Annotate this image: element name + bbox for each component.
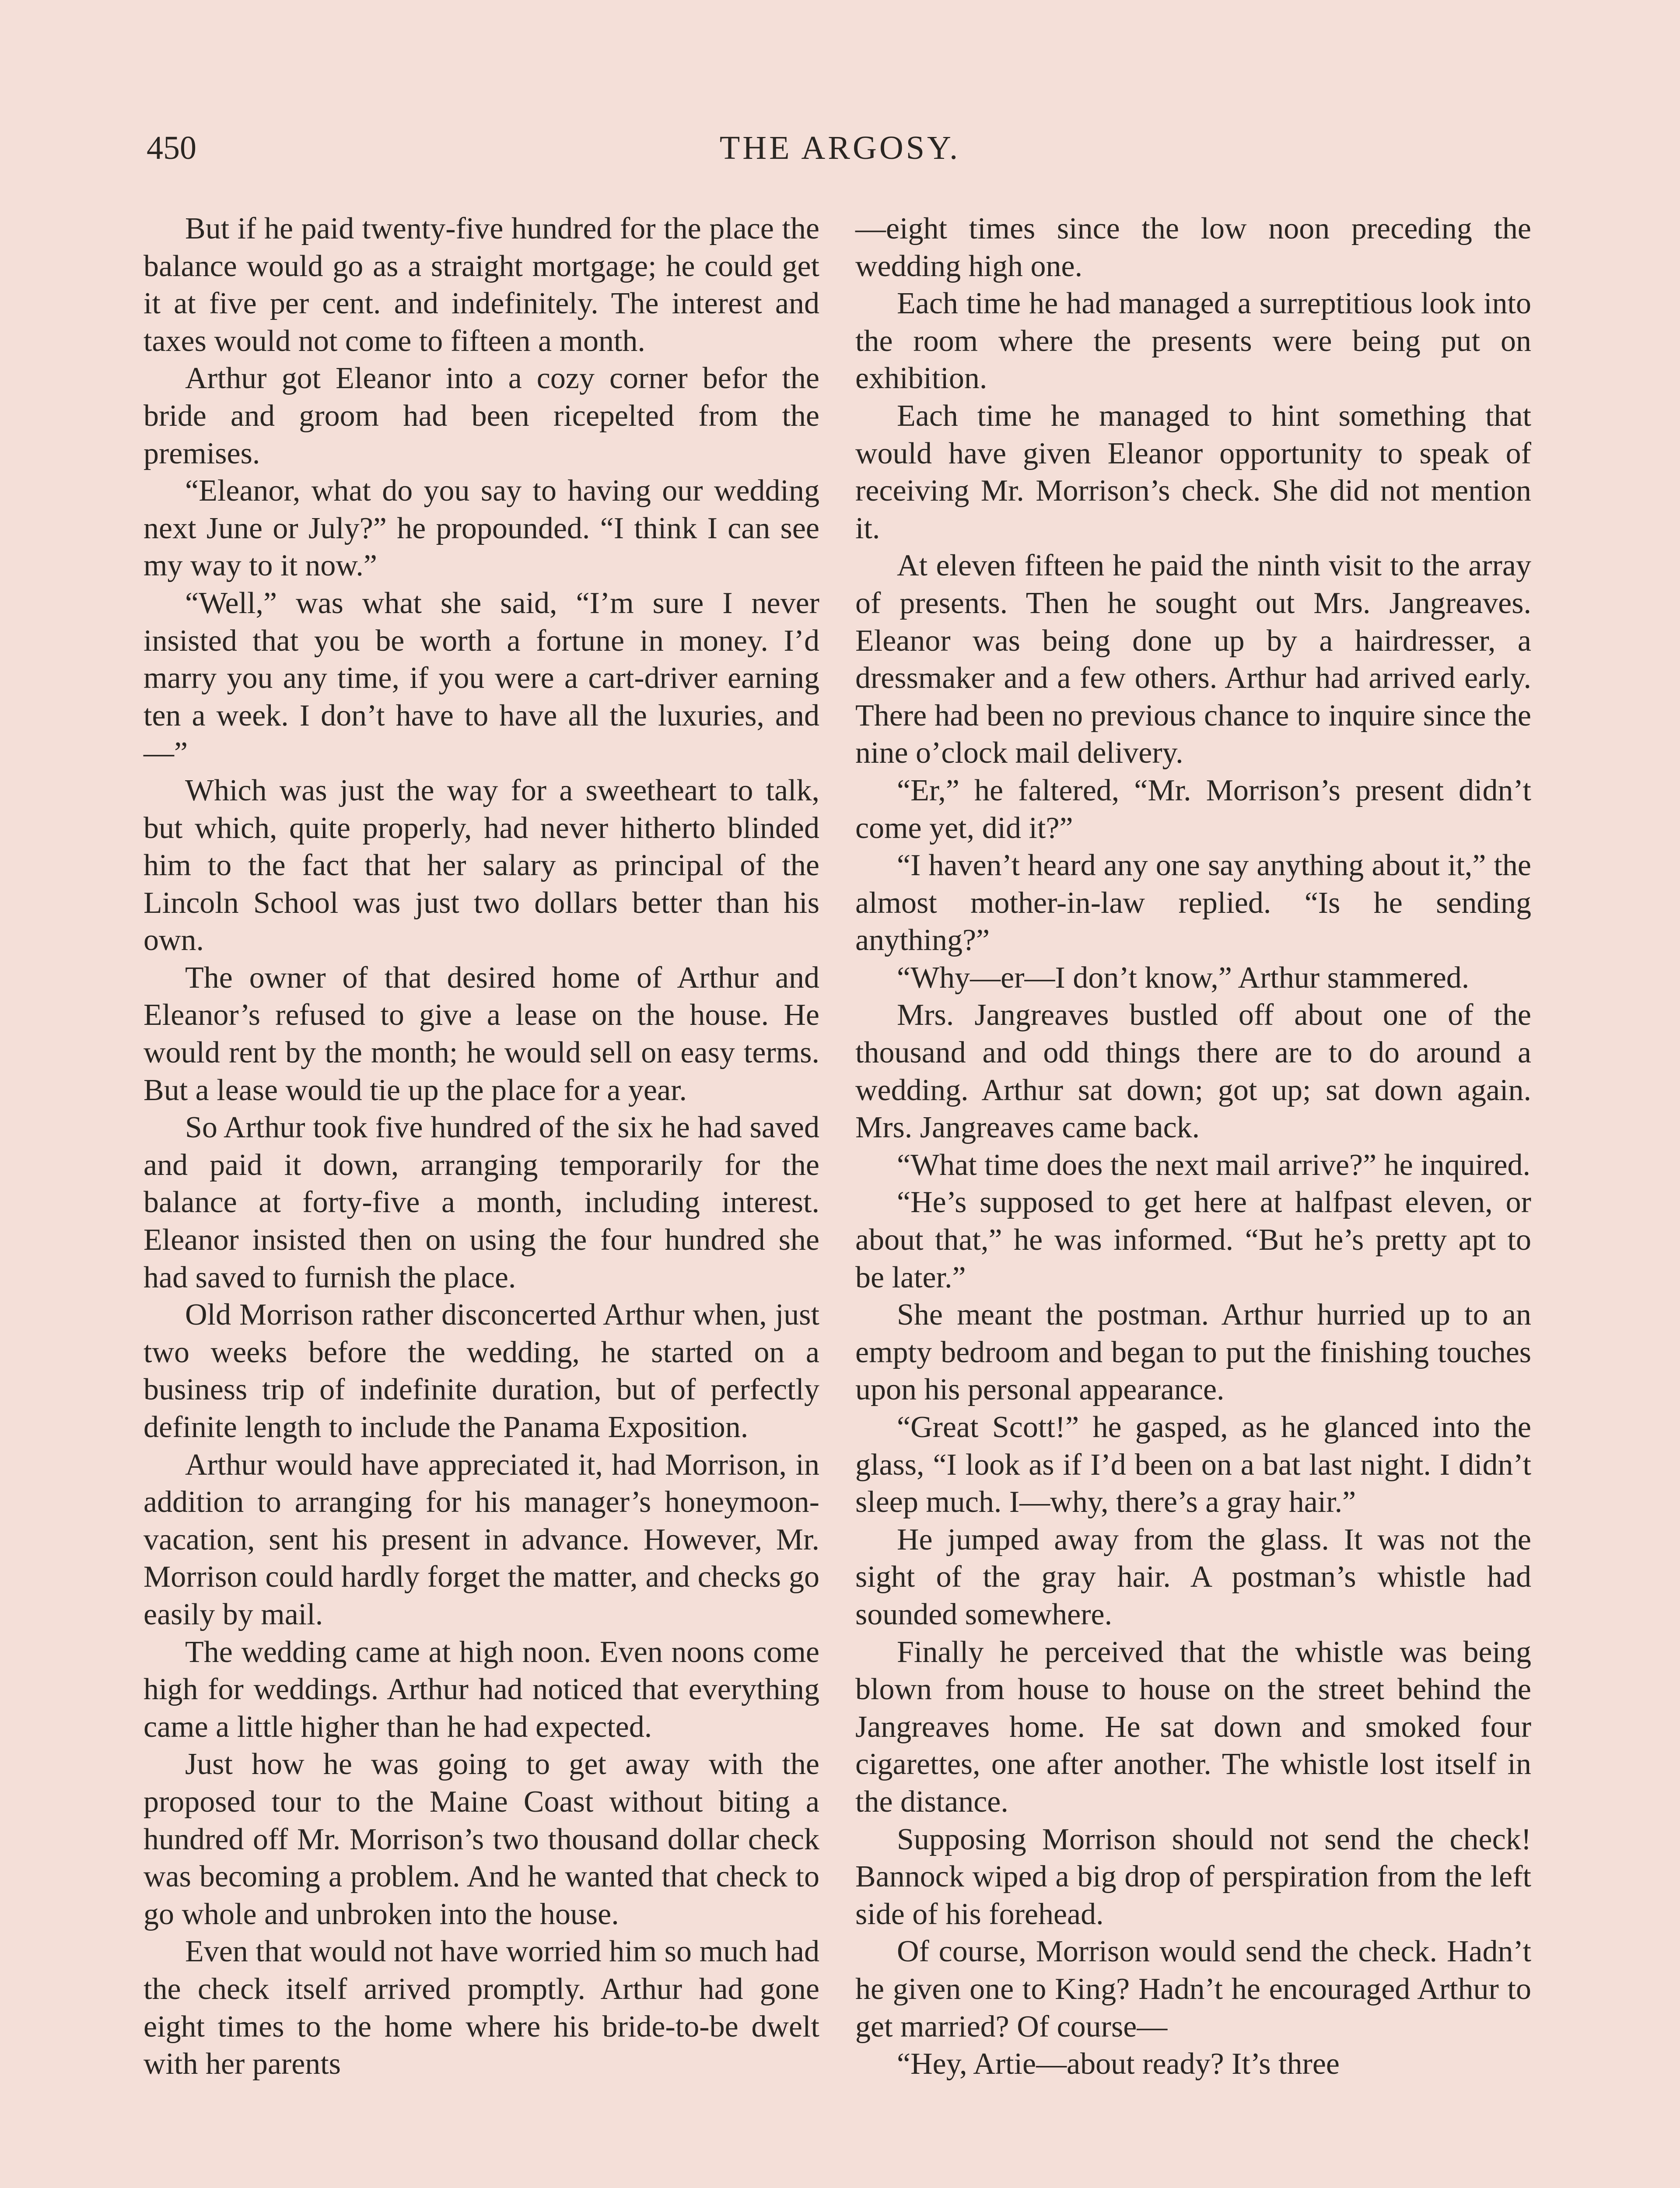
paragraph: But if he paid twenty-five hundred for the place the balance would go as a straight mortgage; he could get it at five per cent. and indefinitely. The interest and taxes would not come to fifteen a month. bbox=[144, 212, 819, 358]
paragraph: At eleven fifteen he paid the ninth visit to the array of presents. Then he sought out Mrs. Jangreaves. Eleanor was being done up by a hairdresser, a dressmaker and a few others. Arthur had arrived early. There had been no previous chance to inquire since the nine o’clock mail delivery. bbox=[855, 549, 1531, 770]
paragraph: —eight times since the low noon preceding the wedding high one. bbox=[855, 212, 1531, 283]
paragraph: “What time does the next mail arrive?” he inquired. bbox=[897, 1148, 1531, 1182]
left-column bbox=[144, 210, 819, 2083]
paragraph: Each time he managed to hint something that would have given Eleanor opportunity to speak of receiving Mr. Morrison’s check. She did not mention it. bbox=[855, 399, 1531, 545]
paragraph: The owner of that desired home of Arthur and Eleanor’s refused to give a lease on the house. He would rent by the month; he would sell on easy terms. But a lease would tie up the place for a year. bbox=[144, 961, 819, 1107]
paragraph: Each time he had managed a surreptitious look into the room where the presents were being put on exhibition. bbox=[855, 287, 1531, 396]
paragraph: Of course, Morrison would send the check. Hadn’t he given one to King? Hadn’t he encouraged Arthur to get married? Of course— bbox=[855, 1935, 1531, 2044]
paragraph: “He’s supposed to get here at halfpast eleven, or about that,” he was informed. “But he’s pretty apt to be later.” bbox=[855, 1185, 1531, 1294]
paragraph: He jumped away from the glass. It was not the sight of the gray hair. A postman’s whistle had sounded somewhere. bbox=[855, 1522, 1531, 1631]
paragraph: “Well,” was what she said, “I’m sure I never insisted that you be worth a fortune in money. I’d marry you any time, if you were a cart-driver earning ten a week. I don’t have to have all the luxuries, and—” bbox=[144, 586, 819, 770]
paragraph: Just how he was going to get away with the proposed tour to the Maine Coast without biting a hundred off Mr. Morrison’s two thousand dollar check was becoming a problem. And he wanted that check to go whole and unbroken into the house. bbox=[144, 1747, 819, 1931]
paragraph: “I haven’t heard any one say anything about it,” the almost mother-in-law replied. “Is he sending anything?” bbox=[855, 849, 1531, 957]
paragraph: Arthur got Eleanor into a cozy corner befor the bride and groom had been ricepelted from the premises. bbox=[144, 361, 819, 470]
page-number: 450 bbox=[147, 130, 196, 166]
paragraph: The wedding came at high noon. Even noons come high for weddings. Arthur had noticed that everything came a little higher than he had expected. bbox=[144, 1635, 819, 1744]
running-title: THE ARGOSY. bbox=[719, 130, 961, 166]
paragraph: Finally he perceived that the whistle was being blown from house to house on the street behind the Jangreaves home. He sat down and smoked four cigarettes, one after another. The whistle lost itself in the distance. bbox=[855, 1635, 1531, 1819]
right-column bbox=[855, 210, 1531, 2083]
paragraph: “Er,” he faltered, “Mr. Morrison’s present didn’t come yet, did it?” bbox=[855, 773, 1531, 845]
paragraph: Which was just the way for a sweetheart to talk, but which, quite properly, had never hitherto blinded him to the fact that her salary as principal of the Lincoln School was just two dollars better than his own. bbox=[144, 773, 819, 957]
paragraph: Arthur would have appreciated it, had Morrison, in addition to arranging for his manager’s honeymoon-vacation, sent his present in advance. However, Mr. Morrison could hardly forget the matter, and checks go easily by mail. bbox=[144, 1448, 819, 1631]
paragraph: “Why—er—I don’t know,” Arthur stammered. bbox=[897, 961, 1470, 995]
page-header bbox=[147, 129, 1533, 182]
paragraph: Even that would not have worried him so much had the check itself arrived promptly. Arthur had gone eight times to the home where his bride-to-be dwelt with her parents bbox=[144, 1935, 819, 2081]
paragraph: She meant the postman. Arthur hurried up to an empty bedroom and began to put the finishing touches upon his personal appearance. bbox=[855, 1298, 1531, 1407]
paragraph: “Great Scott!” he gasped, as he glanced into the glass, “I look as if I’d been on a bat last night. I didn’t sleep much. I—why, there’s a gray hair.” bbox=[855, 1410, 1531, 1519]
paragraph: Mrs. Jangreaves bustled off about one of the thousand and odd things there are to do around a wedding. Arthur sat down; got up; sat down again. Mrs. Jangreaves came back. bbox=[855, 998, 1531, 1145]
paragraph: So Arthur took five hundred of the six he had saved and paid it down, arranging temporarily for the balance at forty-five a month, including interest. Eleanor insisted then on using the four hundred she had saved to furnish the place. bbox=[144, 1111, 819, 1294]
paragraph: “Eleanor, what do you say to having our wedding next June or July?” he propounded. “I think I can see my way to it now.” bbox=[144, 474, 819, 583]
paragraph: “Hey, Artie—about ready? It’s three bbox=[897, 2047, 1340, 2081]
paragraph: Old Morrison rather disconcerted Arthur when, just two weeks before the wedding, he started on a business trip of indefinite duration, but of perfectly definite length to include the Panama Exposition. bbox=[144, 1298, 819, 1444]
paragraph: Supposing Morrison should not send the check! Bannock wiped a big drop of perspiration from the left side of his forehead. bbox=[855, 1822, 1531, 1931]
